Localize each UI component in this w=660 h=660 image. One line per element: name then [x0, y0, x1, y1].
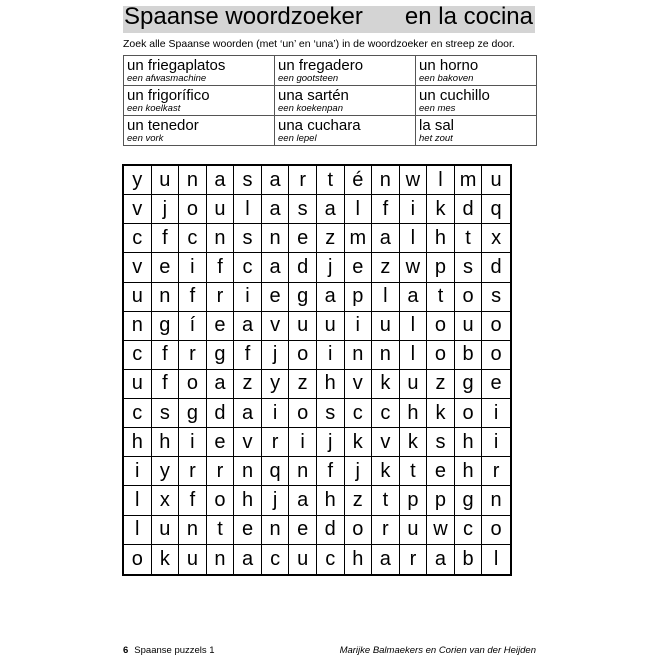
grid-cell[interactable]: h [345, 545, 373, 574]
vocab-cell [275, 86, 416, 116]
grid-cell[interactable]: h [400, 399, 428, 428]
grid-cell[interactable]: t [455, 224, 483, 253]
vocab-row [124, 56, 537, 86]
grid-cell[interactable]: e [482, 370, 510, 399]
spanish-word: un tenedor [127, 117, 199, 134]
grid-cell[interactable]: t [372, 486, 400, 515]
grid-cell[interactable]: l [400, 312, 428, 341]
dutch-translation: het zout [419, 133, 453, 144]
grid-cell[interactable]: r [207, 283, 235, 312]
grid-cell[interactable]: x [152, 486, 180, 515]
grid-cell[interactable]: h [427, 224, 455, 253]
vocab-cell [275, 116, 416, 146]
grid-cell[interactable]: a [317, 195, 345, 224]
grid-cell[interactable]: l [400, 341, 428, 370]
grid-cell[interactable]: a [207, 370, 235, 399]
grid-cell[interactable]: c [455, 516, 483, 545]
dutch-translation: een koelkast [127, 103, 181, 114]
grid-cell[interactable]: c [345, 399, 373, 428]
grid-cell[interactable]: e [289, 224, 317, 253]
grid-cell[interactable]: e [234, 516, 262, 545]
grid-cell[interactable]: i [400, 195, 428, 224]
page-number: 6 [123, 645, 129, 656]
spanish-word: una sartén [278, 87, 349, 104]
grid-cell[interactable]: o [124, 545, 152, 574]
grid-cell[interactable]: r [372, 516, 400, 545]
grid-cell[interactable]: u [372, 312, 400, 341]
grid-cell[interactable]: y [152, 457, 180, 486]
grid-cell[interactable]: w [427, 516, 455, 545]
grid-cell[interactable]: n [124, 312, 152, 341]
grid-cell[interactable]: n [207, 224, 235, 253]
grid-cell[interactable]: c [262, 545, 290, 574]
grid-cell[interactable]: g [207, 341, 235, 370]
grid-cell[interactable]: s [152, 399, 180, 428]
vocab-cell [124, 86, 275, 116]
grid-cell[interactable]: r [179, 341, 207, 370]
instruction-text: Zoek alle Spaanse woorden (met ‘un’ en ‘una’) in de woordzoeker en streep ze door. [123, 38, 515, 50]
grid-cell[interactable]: s [317, 399, 345, 428]
grid-cell[interactable]: e [207, 312, 235, 341]
spanish-word: la sal [419, 117, 455, 134]
grid-cell[interactable]: a [262, 253, 290, 282]
grid-cell[interactable]: i [345, 312, 373, 341]
grid-cell[interactable]: n [234, 457, 262, 486]
grid-cell[interactable]: o [455, 283, 483, 312]
grid-cell[interactable]: e [427, 457, 455, 486]
grid-cell[interactable]: u [179, 545, 207, 574]
grid-cell[interactable]: c [372, 399, 400, 428]
grid-cell[interactable]: o [345, 516, 373, 545]
grid-cell[interactable]: o [482, 516, 510, 545]
grid-cell[interactable]: k [152, 545, 180, 574]
grid-cell[interactable]: d [455, 195, 483, 224]
grid-cell[interactable]: h [234, 486, 262, 515]
grid-cell[interactable]: o [289, 341, 317, 370]
grid-cell[interactable]: i [124, 457, 152, 486]
grid-cell[interactable]: f [372, 195, 400, 224]
grid-cell[interactable]: a [262, 195, 290, 224]
grid-cell[interactable]: s [289, 195, 317, 224]
grid-cell[interactable]: r [262, 428, 290, 457]
grid-cell[interactable]: j [152, 195, 180, 224]
grid-cell[interactable]: v [234, 428, 262, 457]
grid-cell[interactable]: z [317, 224, 345, 253]
spanish-word: un friegaplatos [127, 57, 226, 74]
grid-cell[interactable]: c [124, 341, 152, 370]
grid-cell[interactable]: n [179, 166, 207, 195]
grid-cell[interactable]: u [124, 283, 152, 312]
grid-cell[interactable]: o [207, 486, 235, 515]
grid-cell[interactable]: p [345, 283, 373, 312]
dutch-translation: een mes [419, 103, 456, 114]
grid-cell[interactable]: d [317, 516, 345, 545]
grid-cell[interactable]: s [482, 283, 510, 312]
vocab-cell [124, 116, 275, 146]
grid-cell[interactable]: o [427, 312, 455, 341]
grid-cell[interactable]: o [289, 399, 317, 428]
book-title: Spaanse puzzels 1 [134, 645, 215, 656]
grid-cell[interactable]: l [345, 195, 373, 224]
grid-cell[interactable]: b [455, 545, 483, 574]
grid-cell[interactable]: m [345, 224, 373, 253]
grid-cell[interactable]: u [124, 370, 152, 399]
grid-cell[interactable]: z [427, 370, 455, 399]
grid-cell[interactable]: u [455, 312, 483, 341]
spanish-word: una cuchara [278, 117, 361, 134]
vocab-cell [416, 86, 537, 116]
grid-cell[interactable]: p [427, 253, 455, 282]
grid-cell[interactable]: o [455, 399, 483, 428]
grid-cell[interactable]: v [345, 370, 373, 399]
grid-cell[interactable]: u [289, 312, 317, 341]
footer-left [123, 645, 215, 656]
grid-cell[interactable]: e [262, 283, 290, 312]
grid-cell[interactable]: e [152, 253, 180, 282]
grid-cell[interactable]: z [372, 253, 400, 282]
grid-cell[interactable]: g [152, 312, 180, 341]
grid-cell[interactable]: p [400, 486, 428, 515]
grid-cell[interactable]: r [400, 545, 428, 574]
grid-cell[interactable]: d [482, 253, 510, 282]
grid-cell[interactable]: e [345, 253, 373, 282]
vocab-cell [124, 56, 275, 86]
grid-cell[interactable]: l [124, 516, 152, 545]
grid-cell[interactable]: n [289, 457, 317, 486]
grid-cell[interactable]: a [372, 545, 400, 574]
grid-cell[interactable]: w [400, 166, 428, 195]
grid-cell[interactable]: g [455, 486, 483, 515]
grid-cell[interactable]: u [317, 312, 345, 341]
grid-cell[interactable]: n [207, 545, 235, 574]
footer-authors: Marijke Balmaekers en Corien van der Heijden [339, 645, 536, 656]
vocab-cell [416, 56, 537, 86]
grid-cell[interactable]: h [455, 457, 483, 486]
vocab-row [124, 86, 537, 116]
grid-cell[interactable]: t [207, 516, 235, 545]
grid-cell[interactable]: i [179, 253, 207, 282]
grid-cell[interactable]: d [289, 253, 317, 282]
vocab-cell [275, 56, 416, 86]
spanish-word: un fregadero [278, 57, 364, 74]
grid-cell[interactable]: k [372, 457, 400, 486]
grid-cell[interactable]: e [289, 516, 317, 545]
grid-cell[interactable]: h [455, 428, 483, 457]
grid-cell[interactable]: z [289, 370, 317, 399]
grid-cell[interactable]: o [427, 341, 455, 370]
grid-cell[interactable]: l [493, 547, 499, 570]
grid-cell[interactable]: n [179, 516, 207, 545]
grid-cell[interactable]: j [317, 428, 345, 457]
grid-cell[interactable]: a [427, 545, 455, 574]
grid-cell[interactable]: í [179, 312, 207, 341]
grid-cell[interactable]: p [427, 486, 455, 515]
grid-cell[interactable]: r [482, 457, 510, 486]
grid-cell[interactable]: n [482, 486, 510, 515]
grid-cell[interactable]: f [234, 341, 262, 370]
grid-cell[interactable]: s [427, 428, 455, 457]
grid-cell[interactable]: n [345, 341, 373, 370]
grid-cell[interactable]: k [400, 428, 428, 457]
spanish-word: un cuchillo [419, 87, 490, 104]
grid-cell[interactable]: o [179, 195, 207, 224]
grid-cell[interactable]: t [400, 457, 428, 486]
grid-cell[interactable]: m [455, 166, 483, 195]
grid-cell[interactable]: c [234, 253, 262, 282]
grid-cell[interactable]: i [262, 399, 290, 428]
grid-cell[interactable]: i [317, 341, 345, 370]
spanish-word: un horno [419, 57, 479, 74]
dutch-translation: een gootsteen [278, 73, 339, 84]
grid-cell[interactable]: t [317, 166, 345, 195]
grid-cell[interactable]: a [372, 224, 400, 253]
grid-cell[interactable]: x [482, 224, 510, 253]
grid-cell[interactable]: o [482, 312, 510, 341]
grid-cell[interactable]: s [455, 253, 483, 282]
grid-cell[interactable]: i [482, 428, 510, 457]
grid-cell[interactable]: h [317, 370, 345, 399]
grid-cell[interactable]: v [262, 312, 290, 341]
grid-cell[interactable]: q [262, 457, 290, 486]
grid-cell[interactable]: l [427, 166, 455, 195]
grid-cell[interactable]: a [234, 399, 262, 428]
grid-cell[interactable]: v [124, 253, 152, 282]
grid-cell[interactable]: z [345, 486, 373, 515]
grid-cell[interactable]: k [427, 399, 455, 428]
grid-cell[interactable]: e [207, 428, 235, 457]
grid-cell[interactable]: h [124, 428, 152, 457]
grid-cell[interactable]: c [179, 224, 207, 253]
dutch-translation: een lepel [278, 133, 317, 144]
grid-cell[interactable]: a [234, 545, 262, 574]
grid-cell[interactable]: n [372, 341, 400, 370]
grid-cell[interactable]: o [482, 341, 510, 370]
grid-cell[interactable]: k [427, 195, 455, 224]
grid-cell[interactable]: f [179, 486, 207, 515]
grid-cell[interactable]: l [400, 224, 428, 253]
grid-cell[interactable]: u [400, 370, 428, 399]
grid-cell[interactable]: g [289, 283, 317, 312]
grid-cell[interactable]: h [152, 428, 180, 457]
page-subtitle: en la cocina [404, 3, 533, 30]
grid-cell[interactable]: s [234, 166, 262, 195]
grid-cell[interactable]: n [262, 516, 290, 545]
grid-cell[interactable]: i [482, 399, 510, 428]
grid-cell[interactable]: f [152, 341, 180, 370]
dutch-translation: een bakoven [419, 73, 474, 84]
grid-cell[interactable]: é [345, 166, 373, 195]
grid-cell[interactable]: z [234, 370, 262, 399]
dutch-translation: een vork [127, 133, 164, 144]
vocabulary-table [123, 55, 537, 146]
dutch-translation: een afwasmachine [127, 73, 207, 84]
grid-cell[interactable]: n [262, 224, 290, 253]
grid-cell[interactable]: l [372, 283, 400, 312]
grid-cell[interactable]: u [207, 195, 235, 224]
grid-cell[interactable]: r [179, 457, 207, 486]
page-title: Spaanse woordzoeker [124, 3, 363, 30]
grid-cell[interactable]: u [152, 516, 180, 545]
grid-cell[interactable]: s [234, 224, 262, 253]
grid-cell[interactable]: a [234, 312, 262, 341]
grid-cell[interactable]: l [234, 195, 262, 224]
grid-cell[interactable]: a [289, 486, 317, 515]
grid-cell[interactable]: f [152, 370, 180, 399]
grid-cell[interactable]: b [455, 341, 483, 370]
grid-cell[interactable]: o [179, 370, 207, 399]
grid-cell[interactable]: a [262, 166, 290, 195]
grid-cell[interactable]: f [179, 283, 207, 312]
grid-cell[interactable]: u [482, 166, 510, 195]
grid-cell[interactable]: g [179, 399, 207, 428]
grid-cell[interactable]: i [179, 428, 207, 457]
grid-cell[interactable]: v [124, 195, 152, 224]
grid-cell[interactable]: t [427, 283, 455, 312]
grid-cell[interactable]: q [482, 195, 510, 224]
vocab-cell [416, 116, 537, 146]
grid-cell[interactable]: r [289, 166, 317, 195]
grid-cell[interactable]: f [317, 457, 345, 486]
grid-cell[interactable]: u [289, 545, 317, 574]
grid-cell[interactable]: a [207, 166, 235, 195]
grid-cell[interactable]: a [317, 283, 345, 312]
grid-cell[interactable]: v [372, 428, 400, 457]
grid-cell[interactable]: j [317, 253, 345, 282]
grid-cell[interactable]: n [372, 166, 400, 195]
grid-cell[interactable]: i [234, 283, 262, 312]
grid-cell[interactable]: y [124, 166, 152, 195]
grid-cell[interactable]: r [207, 457, 235, 486]
grid-cell[interactable]: y [262, 370, 290, 399]
grid-cell[interactable]: n [152, 283, 180, 312]
grid-cell[interactable]: i [289, 428, 317, 457]
grid-cell[interactable]: h [317, 486, 345, 515]
grid-cell[interactable]: j [262, 486, 290, 515]
vocab-row [124, 116, 537, 146]
grid-cell[interactable]: u [152, 166, 180, 195]
grid-cell[interactable]: c [317, 545, 345, 574]
grid-cell[interactable]: k [345, 428, 373, 457]
grid-cell[interactable]: f [152, 224, 180, 253]
grid-cell[interactable]: k [372, 370, 400, 399]
dutch-translation: een koekenpan [278, 103, 343, 114]
grid-cell[interactable]: c [124, 224, 152, 253]
grid-cell[interactable]: d [207, 399, 235, 428]
grid-cell[interactable]: f [207, 253, 235, 282]
spanish-word: un frigorífico [127, 87, 210, 104]
grid-cell[interactable]: c [124, 399, 152, 428]
grid-cell[interactable]: w [400, 253, 428, 282]
grid-cell[interactable]: j [262, 341, 290, 370]
grid-cell[interactable]: u [400, 516, 428, 545]
word-search-grid [122, 164, 512, 576]
grid-cell[interactable]: a [400, 283, 428, 312]
grid-cell[interactable]: l [124, 486, 152, 515]
grid-cell[interactable]: g [455, 370, 483, 399]
grid-cell[interactable]: j [345, 457, 373, 486]
